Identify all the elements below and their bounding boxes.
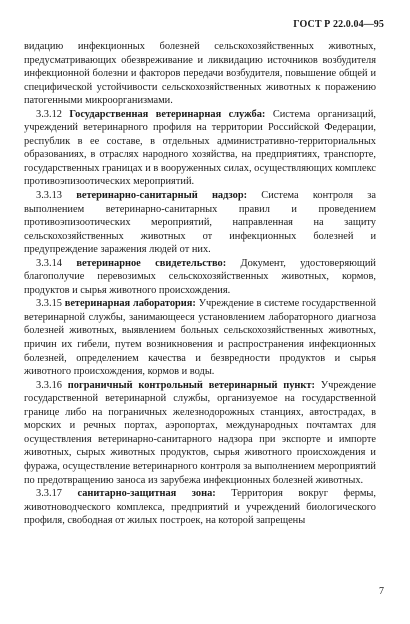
term-name: ветеринарная лаборатория: — [64, 298, 196, 310]
term-definition: Учреждение в системе государственной ветеринарной службы, занимающееся установлением лабораторного диагноза болезней животных, выявлением больных сельскохозяйственных животных, причин их гибели, путем возникновения и распространения инфекционных болезней, определением качества и безвредности продуктов и сырья животного происхождения, кормов и воды. — [24, 298, 376, 378]
clause-number: 3.3.12 — [36, 108, 62, 120]
clause-number: 3.3.17 — [36, 488, 62, 500]
body-text — [24, 40, 376, 528]
term-definition: Система организаций, учреждений ветеринарного профиля на территории Российской Федерации, республик в ее составе, в отдельных административно-территориальных образованиях, в отраслях народного хозяйства, на предприятиях, транспорте, государственных границах и в вооруженных силах, осуществляющих комплекс противоэпизоотических мероприятий. — [24, 108, 376, 188]
term-name: Государственная ветеринарная служба: — [69, 108, 266, 120]
document-code-header: ГОСТ Р 22.0.04—95 — [293, 19, 384, 30]
term-definition: Территория вокруг фермы, животноводческого комплекса, предприятий и учреждений биологического профиля, свободная от жилых построек, на которой запрещены — [24, 488, 376, 527]
clause-number: 3.3.16 — [36, 379, 62, 391]
clause-number: 3.3.14 — [36, 257, 62, 269]
term-name: санитарно-защитная зона: — [77, 488, 216, 500]
clause-number: 3.3.15 — [36, 298, 62, 310]
term-definition: Система контроля за выполнением ветеринарно-санитарных правил и проведением противоэпизоотических мероприятий, направленная на защиту сельскохозяйственных животных от инфекционных болезней и предупреждение заражения людей от них. — [24, 190, 376, 256]
paragraph-3-3-16 — [24, 379, 376, 487]
term-name: пограничный контрольный ветеринарный пункт: — [67, 379, 315, 391]
paragraph-3-3-14 — [24, 257, 376, 298]
clause-number: 3.3.13 — [36, 190, 62, 202]
term-definition: Документ, удостоверяющий благополучие перевозимых сельскохозяйственных животных, кормов, продуктов и сырья животного происхождения. — [24, 257, 376, 296]
paragraph-3-3-12 — [24, 108, 376, 189]
paragraph-3-3-15 — [24, 297, 376, 378]
paragraph-3-3-17 — [24, 487, 376, 528]
term-name: ветеринарно-санитарный надзор: — [76, 190, 248, 202]
page-number: 7 — [379, 586, 384, 597]
paragraph-text: видацию инфекционных болезней сельскохозяйственных животных, предусматривающих обезвреживание и ликвидацию источников возбудителя инфекционной болезни и факторов передачи возбудителя, повышение общей и специфической устойчивости сельскохозяйственных животных к поражению патогенными микроорганизмами. — [24, 41, 376, 107]
term-definition: Учреждение государственной ветеринарной службы, организуемое на государственной границе либо на пограничных железнодорожных станциях, автострадах, в морских и речных портах, аэропортах, международных почтамтах для осуществления ветеринарно-санитарного надзора при экспорте и импорте животных, сырых животных продуктов, сырья животного происхождения и фуража, осуществление ветеринарного контроля за выполнением мероприятий по предотвращению заноса из зарубежа инфекционных болезней животных. — [24, 379, 376, 486]
paragraph-3-3-13 — [24, 189, 376, 257]
term-name: ветеринарное свидетельство: — [76, 257, 227, 269]
paragraph-continuation — [24, 40, 376, 108]
